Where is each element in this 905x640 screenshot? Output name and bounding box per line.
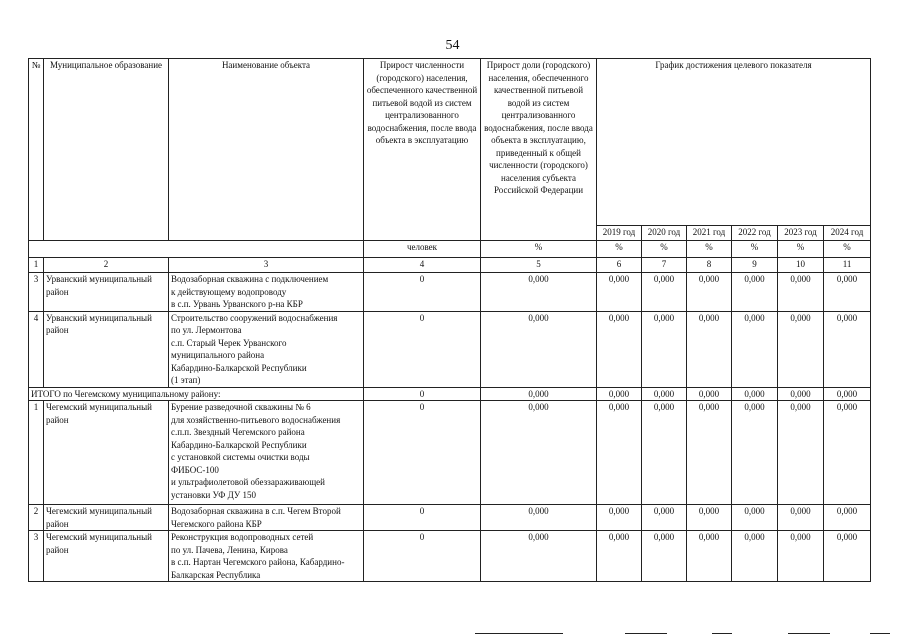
value-2022-cell: 0,000 bbox=[732, 531, 778, 582]
column-number: 2 bbox=[44, 258, 169, 273]
col-header-municipality: Муниципальное образование bbox=[44, 59, 169, 241]
table-row bbox=[29, 273, 871, 312]
year-2019-header: 2019 год bbox=[597, 226, 642, 241]
share-increase-cell: 0,000 bbox=[481, 401, 597, 505]
value-2020-cell: 0,000 bbox=[642, 401, 687, 505]
footer-rule bbox=[625, 633, 667, 634]
value-2021-cell: 0,000 bbox=[687, 273, 732, 312]
unit-percent: % bbox=[481, 241, 597, 258]
table-row bbox=[29, 311, 871, 387]
row-number: 3 bbox=[29, 531, 44, 582]
year-2022-header: 2022 год bbox=[732, 226, 778, 241]
value-2024-cell: 0,000 bbox=[824, 505, 871, 531]
value-2022-cell: 0,000 bbox=[732, 311, 778, 387]
value-2019-cell: 0,000 bbox=[597, 311, 642, 387]
row-number: 2 bbox=[29, 505, 44, 531]
municipality-cell: Урванский муниципальный район bbox=[44, 311, 169, 387]
unit-percent: % bbox=[732, 241, 778, 258]
total-value-2021: 0,000 bbox=[687, 387, 732, 401]
municipality-cell: Чегемский муниципальный район bbox=[44, 505, 169, 531]
column-number: 8 bbox=[687, 258, 732, 273]
value-2019-cell: 0,000 bbox=[597, 273, 642, 312]
table-row bbox=[29, 505, 871, 531]
year-2024-header: 2024 год bbox=[824, 226, 871, 241]
population-increase-cell: 0 bbox=[364, 311, 481, 387]
value-2021-cell: 0,000 bbox=[687, 401, 732, 505]
value-2023-cell: 0,000 bbox=[778, 273, 824, 312]
unit-row bbox=[29, 241, 871, 258]
col-header-population-increase: Прирост численности (городского) населения, обеспеченного качественной питьевой водой из систем централизованного водоснабжения, после ввода объекта в эксплуатацию bbox=[364, 59, 481, 241]
object-name-cell: Водозаборная скважина в с.п. Чегем Второй Чегемского района КБР bbox=[169, 505, 364, 531]
row-number: 4 bbox=[29, 311, 44, 387]
total-value-2023: 0,000 bbox=[778, 387, 824, 401]
population-increase-cell: 0 bbox=[364, 531, 481, 582]
column-number: 6 bbox=[597, 258, 642, 273]
target-indicator-table bbox=[28, 58, 871, 582]
value-2024-cell: 0,000 bbox=[824, 311, 871, 387]
population-increase-cell: 0 bbox=[364, 273, 481, 312]
value-2022-cell: 0,000 bbox=[732, 401, 778, 505]
value-2020-cell: 0,000 bbox=[642, 531, 687, 582]
unit-percent: % bbox=[778, 241, 824, 258]
total-value-2019: 0,000 bbox=[597, 387, 642, 401]
footer-rule bbox=[870, 633, 890, 634]
total-value-2020: 0,000 bbox=[642, 387, 687, 401]
column-number-row bbox=[29, 258, 871, 273]
population-increase-cell: 0 bbox=[364, 401, 481, 505]
total-value-2024: 0,000 bbox=[824, 387, 871, 401]
municipality-cell: Урванский муниципальный район bbox=[44, 273, 169, 312]
share-increase-cell: 0,000 bbox=[481, 311, 597, 387]
value-2021-cell: 0,000 bbox=[687, 531, 732, 582]
value-2021-cell: 0,000 bbox=[687, 311, 732, 387]
value-2023-cell: 0,000 bbox=[778, 401, 824, 505]
object-name-cell: Бурение разведочной скважины № 6 для хозяйственно-питьевого водоснабжения с.п.п. Звездный Чегемского района Кабардино-Балкарской Республики с установкой системы очистки воды ФИБОС-100 и ультрафиолетовой обеззараживающей установки УФ ДУ 150 bbox=[169, 401, 364, 505]
value-2024-cell: 0,000 bbox=[824, 401, 871, 505]
object-name-cell: Реконструкция водопроводных сетей по ул. Пачева, Ленина, Кирова в с.п. Нартан Чегемского района, Кабардино- Балкарская Республика bbox=[169, 531, 364, 582]
municipality-cell: Чегемский муниципальный район bbox=[44, 531, 169, 582]
unit-percent: % bbox=[597, 241, 642, 258]
column-number: 10 bbox=[778, 258, 824, 273]
value-2019-cell: 0,000 bbox=[597, 401, 642, 505]
col-header-schedule: График достижения целевого показателя bbox=[597, 59, 871, 226]
unit-percent: % bbox=[642, 241, 687, 258]
share-increase-cell: 0,000 bbox=[481, 531, 597, 582]
page-number: 54 bbox=[445, 38, 460, 53]
header-row bbox=[29, 59, 871, 226]
value-2022-cell: 0,000 bbox=[732, 273, 778, 312]
value-2019-cell: 0,000 bbox=[597, 505, 642, 531]
share-increase-cell: 0,000 bbox=[481, 273, 597, 312]
value-2024-cell: 0,000 bbox=[824, 273, 871, 312]
column-number: 11 bbox=[824, 258, 871, 273]
object-name-cell: Водозаборная скважина с подключением к действующему водопроводу в с.п. Урвань Урванского р-на КБР bbox=[169, 273, 364, 312]
unit-percent: % bbox=[824, 241, 871, 258]
column-number: 4 bbox=[364, 258, 481, 273]
row-number: 1 bbox=[29, 401, 44, 505]
table-row bbox=[29, 401, 871, 505]
col-header-share-increase: Прирост доли (городского) населения, обеспеченного качественной питьевой водой из систем централизованного водоснабжения, после ввода объекта в эксплуатацию, приведенный к общей численности (городского) населения субъекта Российской Федерации bbox=[481, 59, 597, 241]
value-2020-cell: 0,000 bbox=[642, 273, 687, 312]
value-2019-cell: 0,000 bbox=[597, 531, 642, 582]
year-2020-header: 2020 год bbox=[642, 226, 687, 241]
unit-people: человек bbox=[364, 241, 481, 258]
footer-rule bbox=[788, 633, 830, 634]
value-2020-cell: 0,000 bbox=[642, 505, 687, 531]
total-share-increase: 0,000 bbox=[481, 387, 597, 401]
footer-rule bbox=[712, 633, 732, 634]
population-increase-cell: 0 bbox=[364, 505, 481, 531]
column-number: 1 bbox=[29, 258, 44, 273]
value-2023-cell: 0,000 bbox=[778, 505, 824, 531]
column-number: 9 bbox=[732, 258, 778, 273]
table-row bbox=[29, 531, 871, 582]
value-2023-cell: 0,000 bbox=[778, 531, 824, 582]
column-number: 7 bbox=[642, 258, 687, 273]
total-population-increase: 0 bbox=[364, 387, 481, 401]
col-header-no: № bbox=[29, 59, 44, 241]
total-value-2022: 0,000 bbox=[732, 387, 778, 401]
value-2020-cell: 0,000 bbox=[642, 311, 687, 387]
footer-rule bbox=[475, 633, 563, 634]
unit-percent: % bbox=[687, 241, 732, 258]
row-number: 3 bbox=[29, 273, 44, 312]
municipality-cell: Чегемский муниципальный район bbox=[44, 401, 169, 505]
year-2023-header: 2023 год bbox=[778, 226, 824, 241]
unit-blank bbox=[29, 241, 364, 258]
value-2023-cell: 0,000 bbox=[778, 311, 824, 387]
year-2021-header: 2021 год bbox=[687, 226, 732, 241]
value-2022-cell: 0,000 bbox=[732, 505, 778, 531]
column-number: 5 bbox=[481, 258, 597, 273]
col-header-object: Наименование объекта bbox=[169, 59, 364, 241]
total-row bbox=[29, 387, 871, 401]
object-name-cell: Строительство сооружений водоснабжения по ул. Лермонтова с.п. Старый Черек Урванского муниципального района Кабардино-Балкарской Республики (1 этап) bbox=[169, 311, 364, 387]
share-increase-cell: 0,000 bbox=[481, 505, 597, 531]
value-2024-cell: 0,000 bbox=[824, 531, 871, 582]
total-label: ИТОГО по Чегемскому муниципальному району: bbox=[29, 387, 364, 401]
column-number: 3 bbox=[169, 258, 364, 273]
value-2021-cell: 0,000 bbox=[687, 505, 732, 531]
